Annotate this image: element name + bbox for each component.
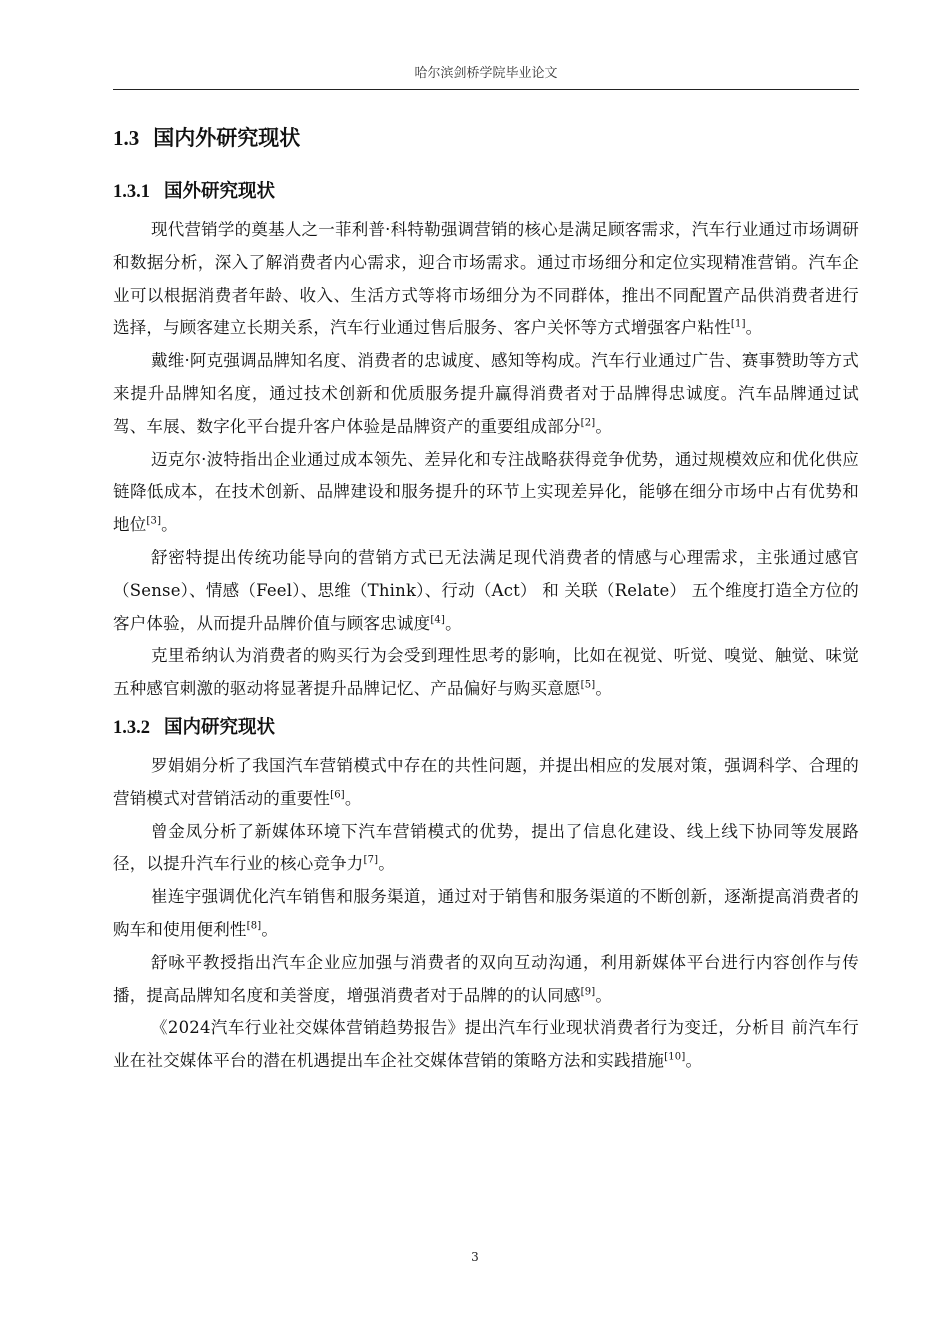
paragraph: 现代营销学的奠基人之一菲利普·科特勒强调营销的核心是满足顾客需求，汽车行业通过市场调研和数据分析，深入了解消费者内心需求，迎合市场需求。通过市场细分和定位实现精准营销。汽车企业可以根据消费者年龄、收入、生活方式等将市场细分为不同群体，推出不同配置产品供消费者进行选择，与顾客建立长期关系，汽车行业通过售后服务、客户关怀等方式增强客户粘性[1]。 [113, 220, 859, 338]
page-body [113, 118, 859, 1078]
citation-ref: [5] [580, 679, 596, 691]
citation-ref: [9] [580, 986, 596, 998]
subsection-heading-foreign [113, 174, 859, 210]
subsection-number: 1.3.1 [113, 182, 150, 202]
section-number: 1.3 [113, 126, 140, 150]
citation-ref: [6] [330, 789, 345, 801]
citation-ref: [3] [146, 515, 162, 527]
page-number: 3 [471, 1250, 479, 1264]
section-title: 国内外研究现状 [153, 126, 301, 150]
section-heading [113, 118, 859, 158]
citation-ref: [4] [430, 614, 446, 626]
citation-ref: [10] [664, 1051, 686, 1063]
paragraph: 曾金凤分析了新媒体环境下汽车营销模式的优势，提出了信息化建设、线上线下协同等发展路径，以提升汽车行业的核心竞争力[7]。 [113, 821, 859, 874]
subsection-title: 国内研究现状 [164, 716, 276, 738]
domestic-research-paragraphs [113, 750, 859, 1078]
subsection-title: 国外研究现状 [164, 181, 276, 202]
running-header: 哈尔滨剑桥学院毕业论文 [113, 62, 859, 90]
citation-ref: [8] [246, 920, 262, 932]
paragraph: 《2024汽车行业社交媒体营销趋势报告》提出汽车行业现状消费者行为变迁，分析目 前汽车行业在社交媒体平台的潜在机遇提出车企社交媒体营销的策略方法和实践措施[10]。 [113, 1018, 859, 1071]
paragraph: 崔连宇强调优化汽车销售和服务渠道，通过对于销售和服务渠道的不断创新，逐渐提高消费者的购车和使用便利性[8]。 [113, 887, 859, 939]
subsection-heading-domestic [113, 710, 859, 746]
paragraph: 舒咏平教授指出汽车企业应加强与消费者的双向互动沟通，利用新媒体平台进行内容创作与传播，提高品牌知名度和美誉度，增强消费者对于品牌的的认同感[9]。 [113, 952, 859, 1005]
citation-ref: [1] [730, 318, 746, 330]
citation-ref: [2] [580, 417, 596, 429]
foreign-research-paragraphs [113, 214, 859, 706]
citation-ref: [7] [363, 854, 379, 866]
subsection-number: 1.3.2 [113, 717, 150, 738]
paragraph: 克里希纳认为消费者的购买行为会受到理性思考的影响，比如在视觉、听觉、嗅觉、触觉、味觉五种感官刺激的驱动将显著提升品牌记忆、产品偏好与购买意愿[5]。 [113, 646, 859, 699]
paragraph: 迈克尔·波特指出企业通过成本领先、差异化和专注战略获得竞争优势，通过规模效应和优化供应链降低成本，在技术创新、品牌建设和服务提升的环节上实现差异化，能够在细分市场中占有优势和地位[3]。 [113, 449, 859, 535]
paragraph: 舒密特提出传统功能导向的营销方式已无法满足现代消费者的情感与心理需求，主张通过感官（Sense）、情感（Feel）、思维（Think）、行动（Act） 和 关联（Relate） 五个维度打造全方位的客户体验，从而提升品牌价值与顾客忠诚度[4]。 [113, 547, 859, 633]
paragraph: 戴维·阿克强调品牌知名度、消费者的忠诚度、感知等构成。汽车行业通过广告、赛事赞助等方式来提升品牌知名度，通过技术创新和优质服务提升赢得消费者对于品牌得忠诚度。汽车品牌通过试驾、车展、数字化平台提升客户体验是品牌资产的重要组成部分[2]。 [113, 351, 859, 436]
paragraph: 罗娟娟分析了我国汽车营销模式中存在的共性问题，并提出相应的发展对策，强调科学、合理的营销模式对营销活动的重要性[6]。 [113, 755, 859, 808]
